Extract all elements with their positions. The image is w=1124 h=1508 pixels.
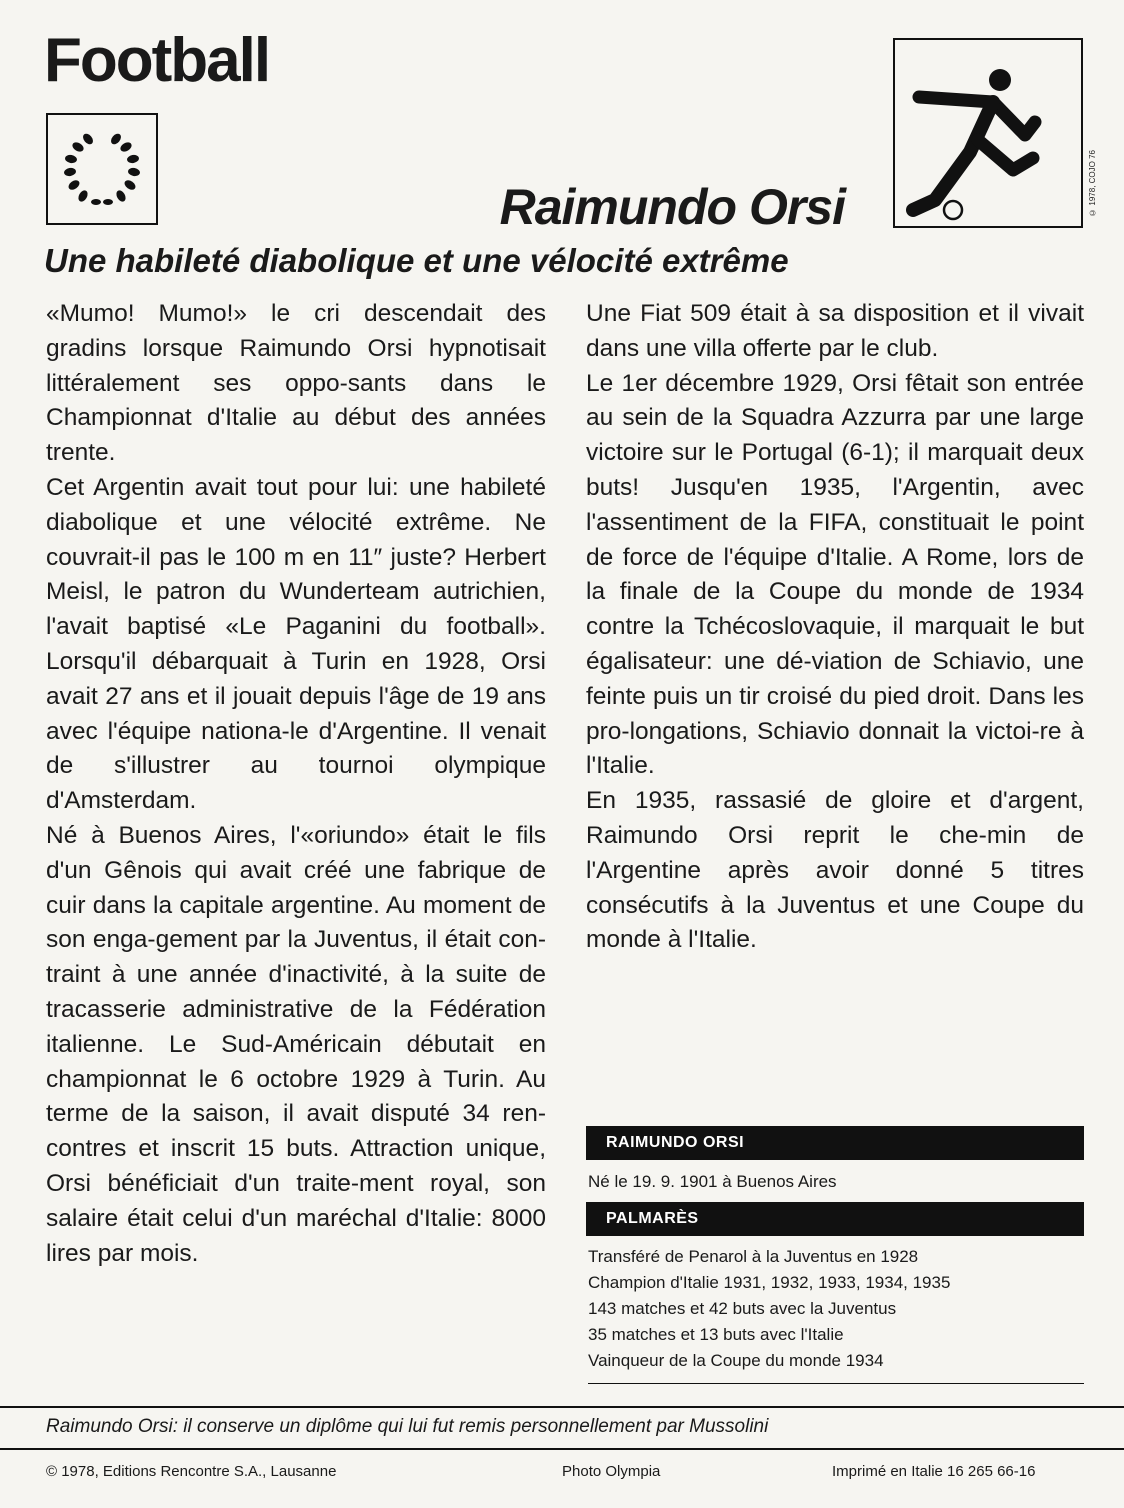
article-right-column	[586, 297, 1084, 958]
sport-title: Football	[44, 26, 270, 95]
palmares-item: 143 matches et 42 buts avec la Juventus	[588, 1299, 897, 1318]
article-paragraph: Né à Buenos Aires, l'«oriundo» était le fils d'un Gênois qui avait créé une fabrique de cuir dans la capitale argentine. Au moment de son enga-gement par la Juventus, il était con-traint à une année d'inactivité, à la suite de tracasserie administrative de la Fédération italienne. Le Sud-Américain débutait en championnat le 6 octobre 1929 à Turin. Au terme de la saison, il avait disputé 34 ren-contres et inscrit 15 buts. Attraction unique, Orsi bénéficiait d'un traite-ment royal, son salaire était celui d'un maréchal d'Italie: 8000 lires par mois.	[46, 821, 546, 1267]
article-paragraph: Le 1er décembre 1929, Orsi fêtait son entrée au sein de la Squadra Azzurra par une large victoire sur le Portugal (6-1); il marquait deux buts! Jusqu'en 1935, l'Argentin, avec l'assentiment de la FIFA, constituait le point de force de l'équipe d'Italie. A Rome, lors de la finale de la Coupe du monde de 1934 contre la Tchécoslovaquie, il marquait le but égalisateur: une dé-viation de Schiavio, une feinte puis un tir croisé du pied droit. Dans les pro-longations, Schiavio donnait la victoi-re à l'Italie.	[586, 369, 1084, 780]
footer-photo-credit: Photo Olympia	[562, 1463, 661, 1480]
article-left-column	[46, 297, 546, 1271]
football-player-pictogram-icon	[895, 40, 1081, 226]
footer-copyright: © 1978, Editions Rencontre S.A., Lausanne	[46, 1463, 337, 1480]
palmares-item: 35 matches et 13 buts avec l'Italie	[588, 1325, 844, 1344]
article-paragraph: Cet Argentin avait tout pour lui: une habileté diabolique et une vélocité extrême. Ne couvrait-il pas le 100 m en 11″ juste? Herbert Meisl, le patron du Wunderteam autrichien, l'avait baptisé «Le Paganini du football». Lorsqu'il débarquait à Turin en 1928, Orsi avait 27 ans et il jouait depuis l'âge de 19 ans avec l'équipe nationa-le d'Argentine. Il venait de s'illustrer au tournoi olympique d'Amsterdam.	[46, 473, 546, 815]
palmares-divider	[588, 1383, 1084, 1384]
birth-info: Né le 19. 9. 1901 à Buenos Aires	[588, 1172, 837, 1191]
caption-top-divider	[0, 1406, 1124, 1408]
palmares-heading-bar: PALMARÈS	[586, 1202, 1084, 1236]
footer-printing: Imprimé en Italie 16 265 66-16	[832, 1463, 1036, 1480]
article-paragraph: En 1935, rassasié de gloire et d'argent, Raimundo Orsi reprit le che-min de l'Argentine après avoir donné 5 titres consécutifs à la Juventus et une Coupe du monde à l'Italie.	[586, 787, 1084, 954]
article-paragraph: Une Fiat 509 était à sa disposition et il vivait dans une villa offerte par le club.	[586, 300, 1084, 362]
player-name: Raimundo Orsi	[499, 179, 845, 235]
name-heading-bar: RAIMUNDO ORSI	[586, 1126, 1084, 1160]
palmares-item: Champion d'Italie 1931, 1932, 1933, 1934, 1935	[588, 1273, 951, 1292]
palmares-item: Transféré de Penarol à la Juventus en 1928	[588, 1247, 919, 1266]
palmares-item: Vainqueur de la Coupe du monde 1934	[588, 1351, 884, 1370]
pictogram-emblem	[893, 38, 1083, 228]
laurel-emblem	[46, 113, 158, 225]
subtitle: Une habileté diabolique et une vélocité extrême	[44, 242, 789, 279]
photo-caption: Raimundo Orsi: il conserve un diplôme qui lui fut remis personnellement par Mussolini	[46, 1416, 769, 1437]
footer-divider	[0, 1448, 1124, 1450]
article-paragraph: «Mumo! Mumo!» le cri descendait des gradins lorsque Raimundo Orsi hypnotisait littéralement ses oppo-sants dans le Championnat d'Italie au début des années trente.	[46, 300, 546, 467]
pictogram-copyright: © 1978, COJO 76	[1088, 150, 1097, 217]
laurel-wreath-icon	[58, 125, 146, 213]
